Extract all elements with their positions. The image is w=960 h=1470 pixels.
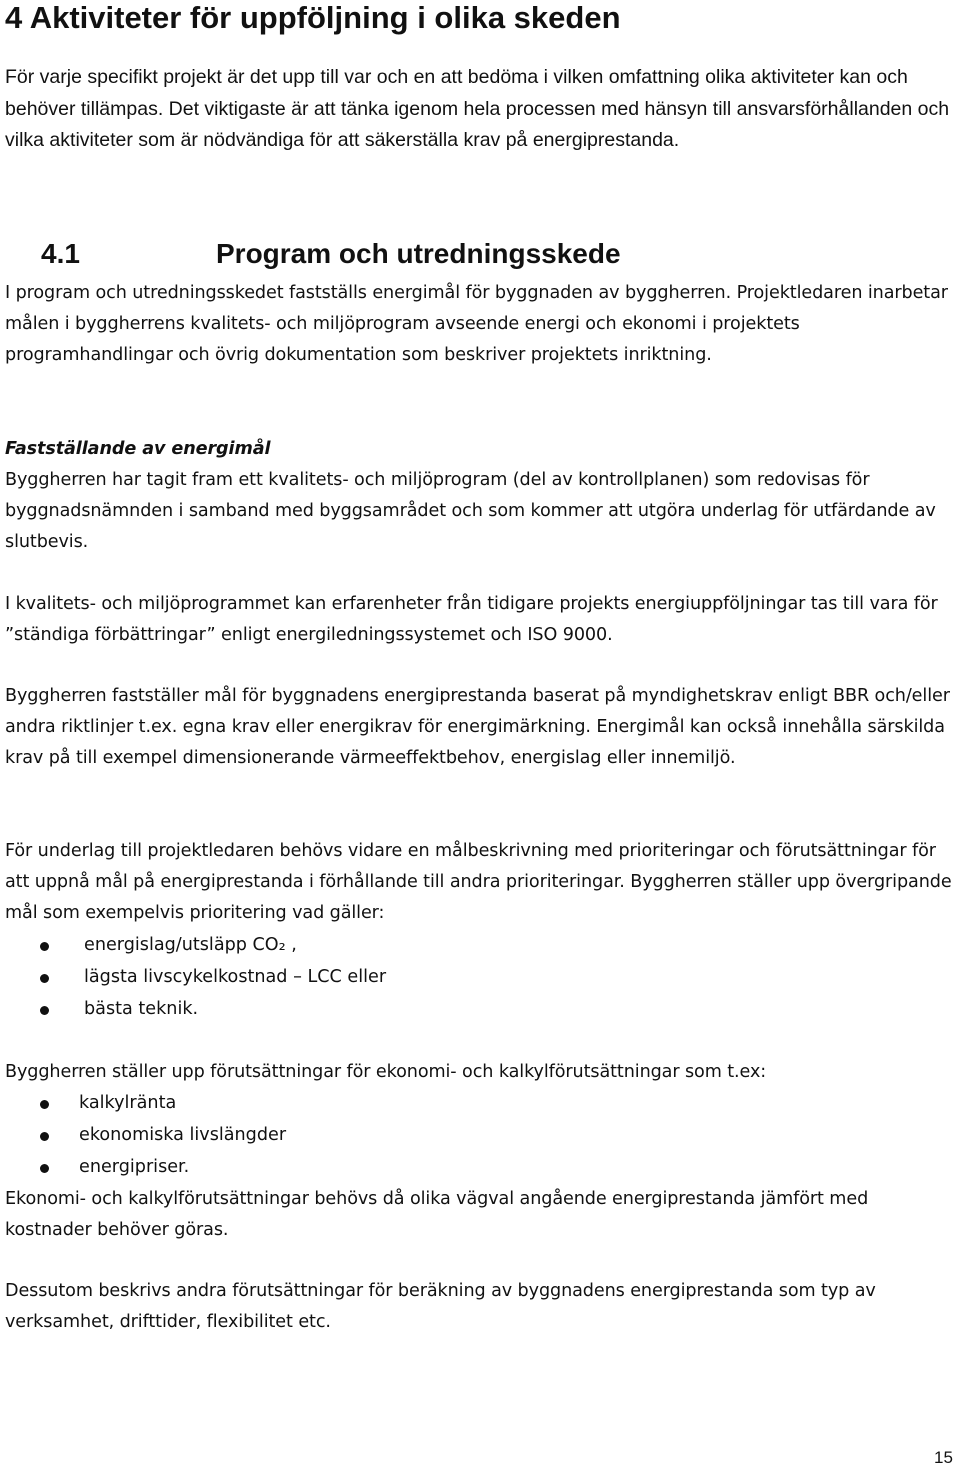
list-item: energislag/utsläpp CO₂ , [0,930,960,962]
subheading-energy-goals: Fastställande av energimål [5,439,271,459]
bullet-icon [40,1100,49,1109]
paragraph-economic-choices: Ekonomi- och kalkylförutsättningar behövs då olika vägval angående energiprestanda jämfört med kostnader behöver göras. [5,1189,869,1240]
paragraph-priorities: För underlag till projektledaren behövs vidare en målbeskrivning med prioriteringar och förutsättningar för att uppnå mål på energiprestanda i förhållande till andra prioriteringar. Byggherren ställer upp övergripande mål som exempelvis prioritering vad gäller: [5,841,952,923]
section-heading [5,235,621,273]
paragraph-experience: I kvalitets- och miljöprogrammet kan erfarenheter från tidigare projekts energiuppföljningar tas till vara för ”ständiga förbättringar” enligt energiledningssystemet och ISO 9000. [5,594,938,645]
paragraph-other-conditions: Dessutom beskrivs andra förutsättningar för beräkning av byggnadens energiprestanda som typ av verksamhet, drifttider, flexibilitet etc. [5,1281,876,1332]
paragraph-energy-targets: Byggherren fastställer mål för byggnadens energiprestanda baserat på myndighetskrav enligt BBR och/eller andra riktlinjer t.ex. egna krav eller energikrav för energimärkning. Energimål kan också innehålla särskilda krav på till exempel dimensionerande värmeeffektbehov, energislag eller innemiljö. [5,686,950,768]
priority-list [0,930,960,1026]
paragraph-program-phase: I program och utredningsskedet fastställs energimål för byggnaden av byggherren. Projektledaren inarbetar målen i byggherrens kvalitets- och miljöprogram avseende energi och ekonomi i projektets programhandlingar och övrig dokumentation som beskriver projektets inriktning. [5,283,948,365]
paragraph-quality-program: Byggherren har tagit fram ett kvalitets- och miljöprogram (del av kontrollplanen) som redovisas för byggnadsnämnden i samband med byggsamrådet och som kommer att utgöra underlag för utfärdande av slutbevis. [5,470,936,552]
bullet-icon [40,942,49,951]
bullet-icon [40,974,49,983]
bullet-icon [40,1164,49,1173]
list-item: bästa teknik. [0,994,960,1026]
list-item: lägsta livscykelkostnad – LCC eller [0,962,960,994]
bullet-icon [40,1132,49,1141]
chapter-heading: 4 Aktiviteter för uppföljning i olika skeden [5,0,621,35]
intro-paragraph: För varje specifikt projekt är det upp till var och en att bedöma i vilken omfattning olika aktiviteter kan och behöver tillämpas. Det viktigaste är att tänka igenom hela processen med hänsyn till ansvarsförhållanden och vilka aktiviteter som är nödvändiga för att säkerställa krav på energiprestanda. [5,66,950,151]
paragraph-economic-conditions: Byggherren ställer upp förutsättningar för ekonomi- och kalkylförutsättningar som t.ex: [5,1062,767,1082]
list-item: ekonomiska livslängder [0,1120,960,1152]
list-item: energipriser. [0,1152,960,1184]
page-number: 15 [934,1448,953,1467]
list-item: kalkylränta [0,1088,960,1120]
section-number: 4.1 [41,238,80,269]
section-title: Program och utredningsskede [216,238,621,269]
bullet-icon [40,1006,49,1015]
economic-list [0,1088,960,1184]
